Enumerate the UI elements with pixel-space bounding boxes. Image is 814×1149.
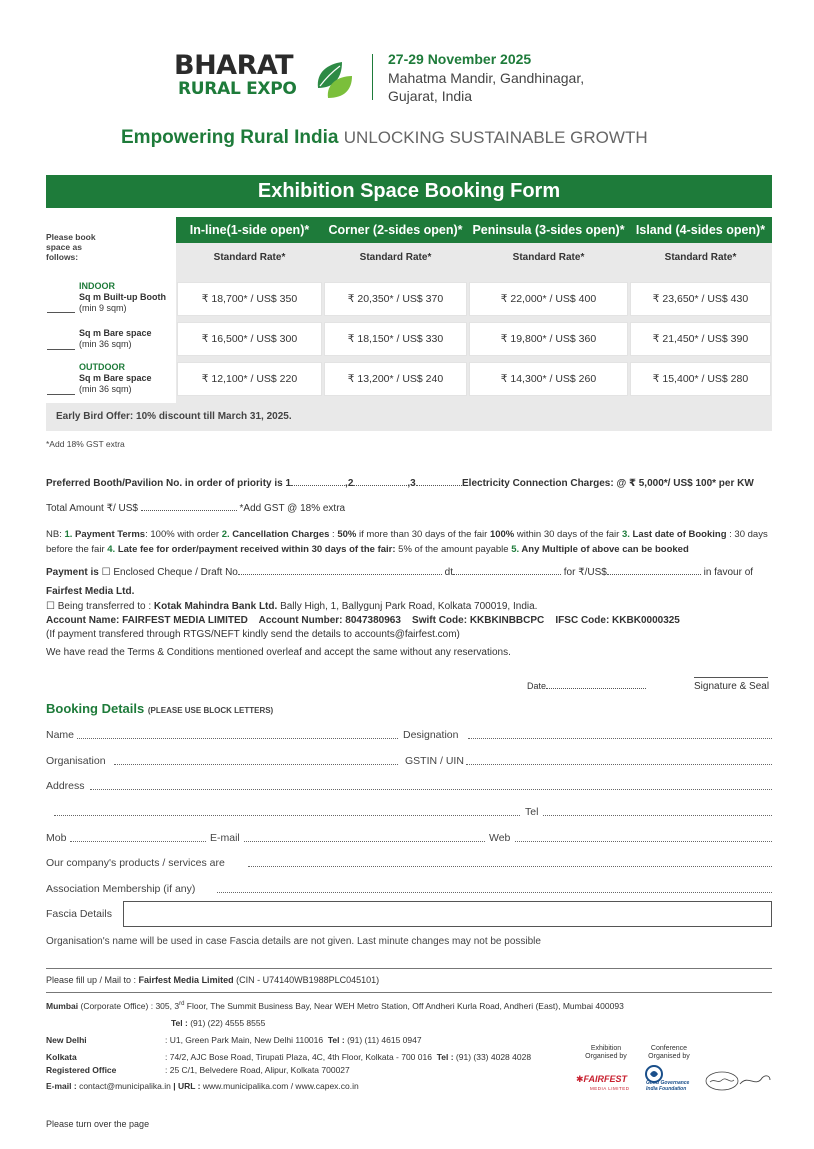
mumbai-sup: rd [179, 1001, 185, 1008]
cheque-amount-field[interactable] [607, 574, 701, 575]
column-island: Island (4-sides open)* [629, 217, 772, 243]
swift-code: Swift Code: KKBKINBBCPC [412, 615, 545, 626]
preferred-booth-label: Preferred Booth/Pavilion No. in order of priority is 1 [46, 478, 292, 489]
nb-text: if more than 30 days of the fair [356, 529, 490, 540]
nb-cancellation: Cancellation Charges [232, 529, 330, 540]
date-label: Date [527, 681, 547, 691]
rate-cell: ₹ 19,800* / US$ 360 [469, 322, 628, 356]
payee-name: Fairfest Media Ltd. [46, 586, 135, 597]
cheque-checkbox[interactable]: ☐ [101, 567, 111, 578]
electricity-charges: Electricity Connection Charges: @ ₹ 5,000*/ US$ 100* per KW [462, 478, 754, 489]
row-label-indoor-booth [79, 281, 166, 314]
subheader-standard-rate: Standard Rate* [323, 243, 468, 277]
event-date: 27-29 November 2025 [388, 51, 532, 67]
logo-line1: BHARAT [174, 50, 294, 81]
signature-stamp-icon [704, 1070, 772, 1092]
nb-num: 3. [621, 529, 633, 540]
bharat-rural-expo-logo [174, 52, 364, 102]
date-row [527, 681, 646, 691]
web-label: Web [489, 832, 511, 844]
rate-cell: ₹ 18,700* / US$ 350 [177, 282, 322, 316]
nb-prefix: NB: [46, 529, 65, 540]
good-governance-text [646, 1080, 689, 1092]
nb-num: 1. [64, 529, 76, 540]
row-label-outdoor-bare [79, 362, 152, 395]
delhi-office [165, 1035, 422, 1045]
rate-cell: ₹ 13,200* / US$ 240 [324, 362, 467, 396]
rate-cell: ₹ 22,000* / US$ 400 [469, 282, 628, 316]
gstin-field[interactable] [466, 764, 772, 765]
rate-cell: ₹ 20,350* / US$ 370 [324, 282, 467, 316]
payment-label: Payment is [46, 567, 99, 578]
rate-cell: ₹ 21,450* / US$ 390 [630, 322, 771, 356]
preferred-booth-row [46, 478, 466, 489]
dt-label: dt [444, 567, 453, 578]
row-name: Sq m Bare space [79, 328, 152, 338]
rate-cell: ₹ 16,500* / US$ 300 [177, 322, 322, 356]
add-gst-note: *Add GST @ 18% extra [239, 503, 346, 514]
signature-line[interactable] [694, 677, 768, 678]
leaf-icon [314, 58, 354, 100]
exhibition-organiser-label: Exhibition Organised by [585, 1045, 627, 1060]
bank-transfer-row [46, 601, 537, 612]
mob-label: Mob [46, 832, 67, 844]
transfer-prefix: Being transferred to : [57, 601, 152, 612]
designation-field[interactable] [468, 738, 772, 739]
row-name: Sq m Bare space [79, 373, 152, 383]
priority-3-field[interactable] [416, 485, 466, 486]
rtgs-note: (If payment transfered through RTGS/NEFT kindly send the details to accounts@fairfest.com) [46, 629, 460, 640]
rate-cell: ₹ 18,150* / US$ 330 [324, 322, 467, 356]
mail-to [46, 975, 379, 985]
rate-cell: ₹ 12,100* / US$ 220 [177, 362, 322, 396]
row-label-indoor-bare [79, 328, 152, 350]
mob-field[interactable] [70, 841, 206, 842]
fascia-field[interactable] [123, 901, 772, 927]
row-min: (min 9 sqm) [79, 303, 127, 313]
web-field[interactable] [515, 841, 772, 842]
name-field[interactable] [77, 738, 398, 739]
qty-blank-indoor-bare[interactable] [47, 349, 75, 350]
fairfest-mark-icon: ✱ [576, 1074, 584, 1084]
nb-last-date: Last date of Booking [632, 529, 727, 540]
kolkata-address: : 74/2, AJC Bose Road, Tirupati Plaza, 4C, 4th Floor, Kolkata - 700 016 [165, 1052, 432, 1062]
mumbai-label: Mumbai [46, 1001, 79, 1011]
priority-3-label: ,3 [407, 478, 416, 489]
tagline-sub: UNLOCKING SUSTAINABLE GROWTH [343, 128, 648, 147]
nb-num: 2. [221, 529, 233, 540]
delhi-tel: (91) (11) 4615 0947 [344, 1035, 422, 1045]
kolkata-office [165, 1052, 531, 1062]
contact-row [46, 1081, 359, 1091]
tel-label: Tel : [436, 1052, 454, 1062]
cin: (CIN - U74140WB1988PLC045101) [233, 975, 380, 985]
booking-details-title [46, 701, 273, 716]
nb-text: 100% [489, 529, 515, 540]
rate-cell: ₹ 23,650* / US$ 430 [630, 282, 771, 316]
email-label: E-mail [210, 832, 240, 844]
rate-cell: ₹ 14,300* / US$ 260 [469, 362, 628, 396]
gst-note: *Add 18% GST extra [46, 439, 125, 449]
address-label: Address [46, 780, 85, 792]
venue-line1: Mahatma Mandir, Gandhinagar, [388, 70, 585, 86]
early-bird-offer: Early Bird Offer: 10% discount till March 31, 2025. [46, 403, 772, 431]
nb-text: within 30 days of the fair [514, 529, 622, 540]
for-label: for ₹/US$ [563, 567, 607, 578]
separator: | [170, 1081, 178, 1091]
bank-name: Kotak Mahindra Bank Ltd. [153, 601, 278, 612]
mumbai-office [46, 1001, 624, 1011]
signature-label: Signature & Seal [694, 681, 770, 692]
header-divider [372, 54, 373, 100]
contact-email[interactable]: contact@municipalika.in [76, 1081, 171, 1091]
rate-cell: ₹ 15,400* / US$ 280 [630, 362, 771, 396]
payment-row [46, 567, 753, 578]
row-category: OUTDOOR [79, 362, 125, 372]
registered-label: Registered Office [46, 1065, 117, 1075]
column-corner: Corner (2-sides open)* [323, 217, 468, 243]
delhi-label: New Delhi [46, 1035, 87, 1045]
date-field[interactable] [546, 688, 646, 689]
address-field[interactable] [90, 789, 772, 790]
booking-subtitle: (PLEASE USE BLOCK LETTERS) [147, 706, 274, 715]
priority-2-field[interactable] [353, 485, 407, 486]
cheque-number-field[interactable] [238, 574, 442, 575]
cheque-label: Enclosed Cheque / Draft No [113, 567, 238, 578]
nb-text: 5% of the amount payable [395, 544, 512, 555]
association-label: Association Membership (if any) [46, 883, 196, 895]
fairfest-logo [576, 1074, 627, 1085]
venue-line2: Gujarat, India [388, 88, 473, 104]
name-label: Name [46, 729, 75, 741]
turn-over-note: Please turn over the page [46, 1119, 150, 1129]
total-amount-row [46, 503, 345, 514]
organisation-label: Organisation [46, 755, 106, 767]
form-title: Exhibition Space Booking Form [46, 175, 772, 208]
url-label: URL : [177, 1081, 201, 1091]
conference-organiser-label: Conference Organised by [648, 1045, 690, 1060]
address-field-2[interactable] [54, 815, 520, 816]
nb-num: 5. [511, 544, 522, 555]
total-amount-label: Total Amount ₹/ US$ [46, 503, 138, 514]
qty-blank-outdoor-bare[interactable] [47, 394, 75, 395]
nb-multiple: Any Multiple of above can be booked [521, 544, 689, 555]
fairfest-text: FAIRFEST [583, 1074, 628, 1084]
transfer-checkbox[interactable]: ☐ [46, 601, 55, 612]
mail-to-prefix: Please fill up / Mail to : [46, 975, 139, 985]
terms-acknowledgement: We have read the Terms & Conditions mentioned overleaf and accept the same without any reservations. [46, 647, 511, 658]
ifsc-code: IFSC Code: KKBK0000325 [555, 615, 680, 626]
subheader-standard-rate: Standard Rate* [176, 243, 323, 277]
event-venue [388, 69, 638, 105]
mumbai-tel-number: (91) (22) 4555 8555 [187, 1018, 266, 1028]
tel-label: Tel : [327, 1035, 345, 1045]
favour-label: in favour of [703, 567, 754, 578]
nb-terms [46, 527, 774, 557]
fairfest-sub: MEDIA LIMITED [590, 1086, 630, 1091]
column-peninsula: Peninsula (3-sides open)* [468, 217, 629, 243]
email-field[interactable] [244, 841, 485, 842]
mail-to-company: Fairfest Media Limited [138, 975, 234, 985]
row-category: INDOOR [79, 281, 115, 291]
gstin-label: GSTIN / UIN [405, 755, 464, 767]
nb-payment-terms: Payment Terms [75, 529, 146, 540]
mumbai-office-text: (Corporate Office) : 305, 3 [78, 1001, 180, 1011]
nb-text: 50% [337, 529, 357, 540]
tagline [121, 127, 648, 149]
contact-url[interactable]: www.municipalika.com / www.capex.co.in [200, 1081, 359, 1091]
account-number: Account Number: 8047380963 [258, 615, 401, 626]
row-min: (min 36 sqm) [79, 384, 132, 394]
gg-line1: Good Governance [646, 1080, 690, 1086]
kolkata-tel: (91) (33) 4028 4028 [453, 1052, 532, 1062]
nb-text: : 30 days before the fair [46, 529, 768, 555]
fascia-label: Fascia Details [46, 908, 112, 920]
mumbai-address: Floor, The Summit Business Bay, Near WEH Metro Station, Off Andheri Kurla Road, Andheri (East), Mumbai 400093 [184, 1001, 624, 1011]
organisation-field[interactable] [114, 764, 398, 765]
nb-late-fee: Late fee for order/payment received within 30 days of the fair: [117, 544, 396, 555]
association-field[interactable] [217, 892, 772, 893]
registered-address: : 25 C/1, Belvedere Road, Alipur, Kolkata 700027 [165, 1065, 350, 1075]
priority-1-field[interactable] [291, 485, 345, 486]
products-label: Our company's products / services are [46, 857, 225, 869]
account-name: Account Name: FAIRFEST MEDIA LIMITED [46, 615, 248, 626]
row-name: Sq m Built-up Booth [79, 292, 166, 302]
cheque-date-field[interactable] [453, 574, 561, 575]
tel-field[interactable] [543, 815, 772, 816]
tel-label: Tel [525, 806, 539, 818]
tel-label: Tel : [171, 1018, 188, 1028]
booking-title-text: Booking Details [46, 701, 145, 716]
account-details-row [46, 615, 680, 626]
subheader-standard-rate: Standard Rate* [468, 243, 629, 277]
tagline-main: Empowering Rural India [121, 127, 339, 148]
designation-label: Designation [403, 729, 459, 741]
footer-divider-top [46, 968, 772, 969]
products-field[interactable] [248, 866, 772, 867]
total-amount-field[interactable] [141, 510, 237, 511]
mumbai-tel [171, 1018, 265, 1028]
footer-divider-bottom [46, 992, 772, 993]
nb-num: 4. [107, 544, 118, 555]
gg-line2: India Foundation [646, 1086, 687, 1092]
column-inline: In-line(1-side open)* [176, 217, 323, 243]
subheader-standard-rate: Standard Rate* [629, 243, 772, 277]
email-label: E-mail : [46, 1081, 77, 1091]
rates-intro: Please book space as follows: [46, 232, 96, 262]
row-min: (min 36 sqm) [79, 339, 132, 349]
delhi-address: : U1, Green Park Main, New Delhi 110016 [165, 1035, 324, 1045]
kolkata-label: Kolkata [46, 1052, 77, 1062]
fascia-note: Organisation's name will be used in case Fascia details are not given. Last minute changes may not be possible [46, 936, 541, 947]
nb-text: : 100% with order [145, 529, 222, 540]
nb-text: : [329, 529, 338, 540]
priority-2-label: ,2 [345, 478, 354, 489]
logo-line2: RURAL EXPO [178, 79, 297, 99]
qty-blank-indoor-booth[interactable] [47, 312, 75, 313]
bank-address: Bally High, 1, Ballygunj Park Road, Kolkata 700019, India. [280, 601, 538, 612]
